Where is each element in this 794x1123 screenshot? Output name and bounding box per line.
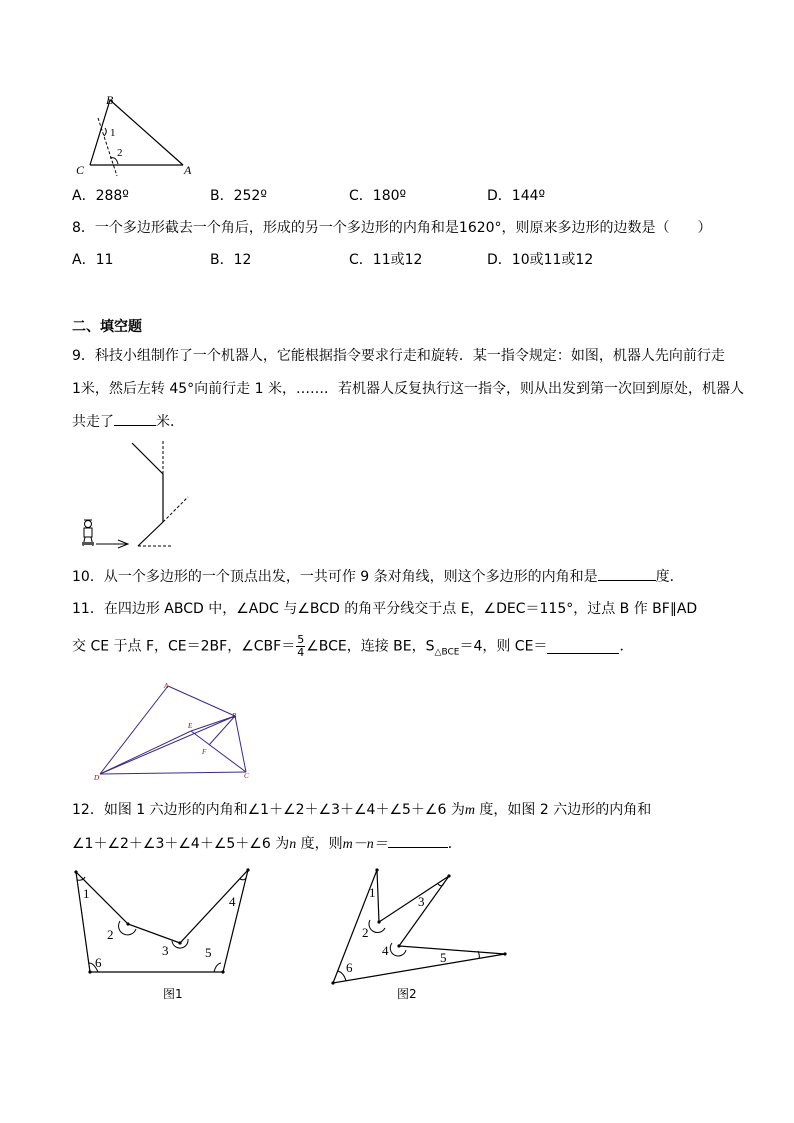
q11-label-f: F [202, 748, 207, 756]
fig1-angle-1: 1 [83, 886, 90, 901]
q12-line1: 12．如图 1 六边形的内角和∠1＋∠2＋∠3＋∠4＋∠5＋∠6 为m 度，如图 2 六边形的内角和 [72, 802, 652, 818]
fig2-angle-1: 1 [369, 885, 376, 900]
q10-line: 10．从一个多边形的一个顶点出发，一共可作 9 条对角线，则这个多边形的内角和是 度． [72, 566, 684, 587]
fig2-angle-5: 5 [440, 950, 447, 965]
q12-figure-2 [322, 865, 517, 1005]
q12-answer-blank[interactable] [388, 833, 448, 848]
fig2-angle-3: 3 [418, 894, 425, 909]
section-title: 二、填空题 [72, 319, 142, 335]
fig1-angle-6: 6 [95, 955, 102, 970]
q9-robot-path-figure [78, 438, 208, 553]
robot-icon [82, 520, 94, 546]
q7-option-d[interactable]: D．144º [487, 188, 546, 204]
fig1-angle-2: 2 [107, 927, 114, 942]
q7-angle-2: 2 [117, 147, 123, 159]
q9-line1: 9．科技小组制作了一个机器人，它能根据指令要求行走和旋转．某一指令规定：如图，机器人先向前行走 [72, 348, 725, 364]
q9-line2: 1米，然后左转 45°向前行走 1 米，……．若机器人反复执行这一指令，则从出发到第一次回到原处，机器人 [72, 381, 744, 397]
fig2-angle-4: 4 [382, 943, 389, 958]
q7-triangle-figure [70, 92, 200, 177]
q7-label-a: A [184, 163, 192, 177]
q11-line2: 交 CE 于点 F，CE＝2BF，∠CBF＝ $\frac{5}{4}$ ∠BCE，连接 BE，$S_{\triangle BCE}=4$，则 CE＝ ． [72, 633, 634, 659]
q7-angle-1: 1 [110, 127, 116, 139]
fig2-angle-6: 6 [346, 960, 353, 975]
q7-label-c: C [76, 163, 85, 177]
q10-answer-blank[interactable] [598, 566, 656, 581]
q11-label-b: B [232, 712, 237, 720]
q11-label-c: C [244, 772, 249, 780]
q7-option-a[interactable]: A．288º [72, 188, 129, 204]
q11-label-d: D [94, 774, 100, 782]
q8-option-d[interactable]: D．10或11或12 [487, 252, 594, 268]
fig1-angle-4: 4 [229, 894, 236, 909]
q11-quadrilateral-figure [88, 678, 258, 783]
q11-label-a: A [164, 682, 169, 690]
q8-option-c[interactable]: C．11或12 [349, 252, 423, 268]
q12-figure-1 [68, 865, 258, 1005]
q7-option-c[interactable]: C．180º [349, 188, 407, 204]
q9-line3: 共走了 米． [72, 411, 184, 432]
q11-line1: 11．在四边形 ABCD 中，∠ADC 与∠BCD 的角平分线交于点 E，∠DEC＝115°，过点 B 作 BF∥AD [72, 601, 698, 617]
q11-answer-blank[interactable] [547, 639, 619, 654]
q11-label-e: E [188, 722, 193, 730]
q9-answer-blank[interactable] [114, 411, 156, 426]
q11-frac-num: 5 [297, 633, 305, 646]
fig2-angle-2: 2 [362, 925, 369, 940]
fig1-caption: 图1 [163, 987, 183, 1001]
fig2-caption: 图2 [397, 987, 417, 1001]
q7-label-b: B [106, 93, 114, 107]
q12-line2: ∠1＋∠2＋∠3＋∠4＋∠5＋∠6 为n 度，则m－n＝ ． [72, 833, 462, 855]
q11-frac-den: 4 [297, 646, 305, 659]
q8-stem: 8．一个多边形截去一个角后，形成的另一个多边形的内角和是1620°，则原来多边形的边数是（ ） [72, 220, 712, 236]
q8-option-b[interactable]: B．12 [210, 252, 252, 268]
q8-option-a[interactable]: A．11 [72, 252, 114, 268]
fig1-angle-5: 5 [205, 945, 212, 960]
fig1-angle-3: 3 [162, 943, 169, 958]
q7-option-b[interactable]: B．252º [210, 188, 267, 204]
